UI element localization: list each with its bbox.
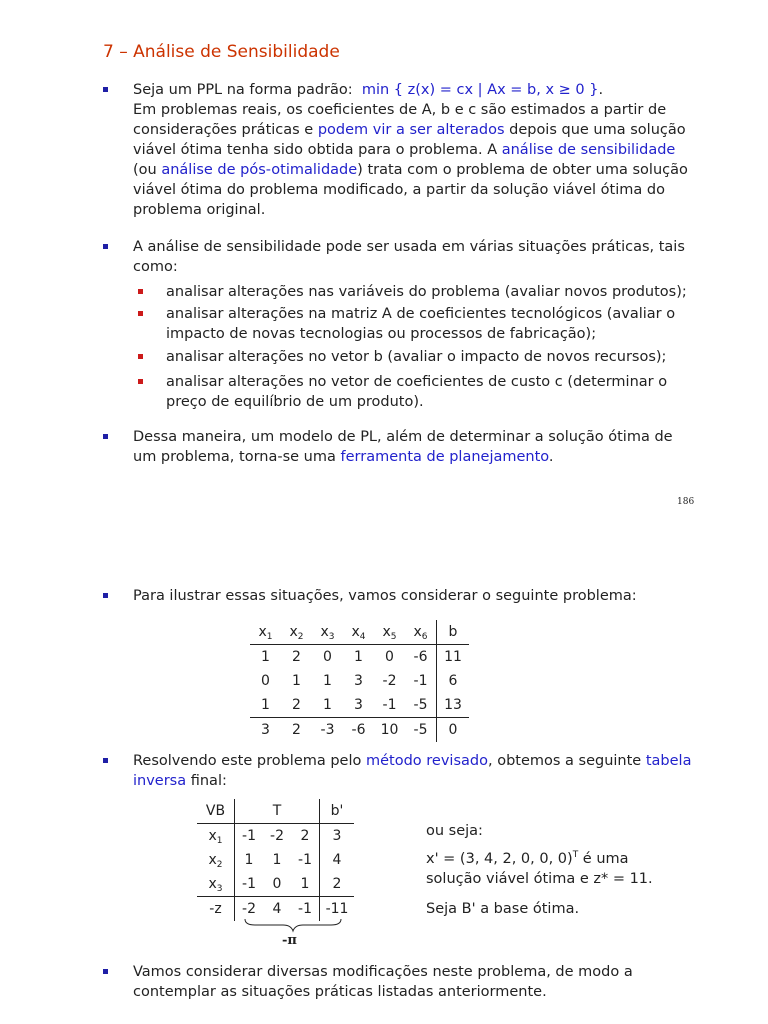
page-title: 7 – Análise de Sensibilidade — [103, 42, 340, 62]
side-solution: x' = (3, 4, 2, 0, 0, 0)$^T$ é uma solução viável ótima e z* = 11. — [426, 850, 653, 887]
table-row: 1 2 1 3 -1 -5 13 — [250, 693, 469, 718]
bullet-sensitivity-uses: A análise de sensibilidade pode ser usada em várias situações práticas, tais como: — [103, 237, 693, 277]
sub-bullet-marker — [138, 289, 143, 294]
sub-bullet-marker — [138, 354, 143, 359]
side-base: Seja B' a base ótima. — [426, 901, 580, 917]
sub-bullet-vector-b: analisar alterações no vetor b (avaliar o impacto de novos recursos); — [138, 347, 698, 367]
table-row-cost: 3 2 -3 -6 10 -5 0 — [250, 718, 469, 743]
bullet-marker — [103, 87, 108, 92]
col-header-b: b — [437, 620, 470, 645]
sub-bullet-marker — [138, 311, 143, 316]
ppl-formula: min { z(x) = cx | Ax = b, x ≥ 0 } — [361, 82, 599, 98]
side-ou-seja: ou seja: — [426, 823, 483, 839]
inverse-table — [197, 799, 354, 921]
sub-bullet-matrix-a: analisar alterações na matriz A de coeficientes tecnológicos (avaliar o impacto de novas tecnologias ou processos de fabricação); — [138, 304, 698, 344]
pi-label: -π — [282, 933, 297, 948]
bullet-marker — [103, 758, 108, 763]
bullet-marker — [103, 969, 108, 974]
bullet-marker — [103, 434, 108, 439]
bullet-revised-method: Resolvendo este problema pelo método revisado, obtemos a seguinte tabela inversa final: — [103, 751, 693, 791]
bullet-marker — [103, 244, 108, 249]
col-header-x4: $x_4$ — [343, 620, 374, 645]
col-header-x5: $x_5$ — [374, 620, 405, 645]
table-row: 0 1 1 3 -2 -1 6 — [250, 669, 469, 693]
col-header-x1: $x_1$ — [250, 620, 281, 645]
col-header-x2: $x_2$ — [281, 620, 312, 645]
sub-bullet-variables: analisar alterações nas variáveis do problema (avaliar novos produtos); — [138, 282, 698, 302]
col-header-bprime: b' — [320, 799, 355, 824]
col-header-vb: VB — [197, 799, 235, 824]
problem-table — [250, 620, 469, 742]
table-row: 1 2 0 1 0 -6 11 — [250, 645, 469, 670]
page-number: 186 — [677, 497, 695, 507]
col-header-x3: $x_3$ — [312, 620, 343, 645]
bullet-example-intro: Para ilustrar essas situações, vamos considerar o seguinte problema: — [103, 586, 693, 606]
bullet-modifications: Vamos considerar diversas modificações neste problema, de modo a contemplar as situações práticas listadas anteriormente. — [103, 962, 693, 1002]
table-row: $x_2$ 1 1 -1 4 — [197, 848, 354, 872]
bullet-planning-tool: Dessa maneira, um modelo de PL, além de determinar a solução ótima de um problema, torna-se uma ferramenta de planejamento. — [103, 427, 693, 467]
table-row: $x_1$ -1 -2 2 3 — [197, 824, 354, 849]
table-row: $x_3$ -1 0 1 2 — [197, 872, 354, 897]
col-header-x6: $x_6$ — [405, 620, 437, 645]
col-header-t: T — [235, 799, 320, 824]
bullet-ppl-definition: Seja um PPL na forma padrão: min { z(x) = cx | Ax = b, x ≥ 0 }. Em problemas reais, os coeficientes de A, b e c são estimados a partir de considerações práticas e podem vir a ser alterados depois que uma solução viável ótima tenha sido obtida para o problema. A análise de sensibilidade (ou análise de pós-otimalidade) trata com o problema de obter uma solução viável ótima do problema modificado, a partir da solução viável ótima do problema original. — [103, 80, 693, 220]
table-row-objective: -z -2 4 -1 -11 — [197, 897, 354, 922]
bullet-marker — [103, 593, 108, 598]
sub-bullet-cost-vector: analisar alterações no vetor de coeficientes de custo c (determinar o preço de equilíbrio de um produto). — [138, 372, 698, 412]
sub-bullet-marker — [138, 379, 143, 384]
